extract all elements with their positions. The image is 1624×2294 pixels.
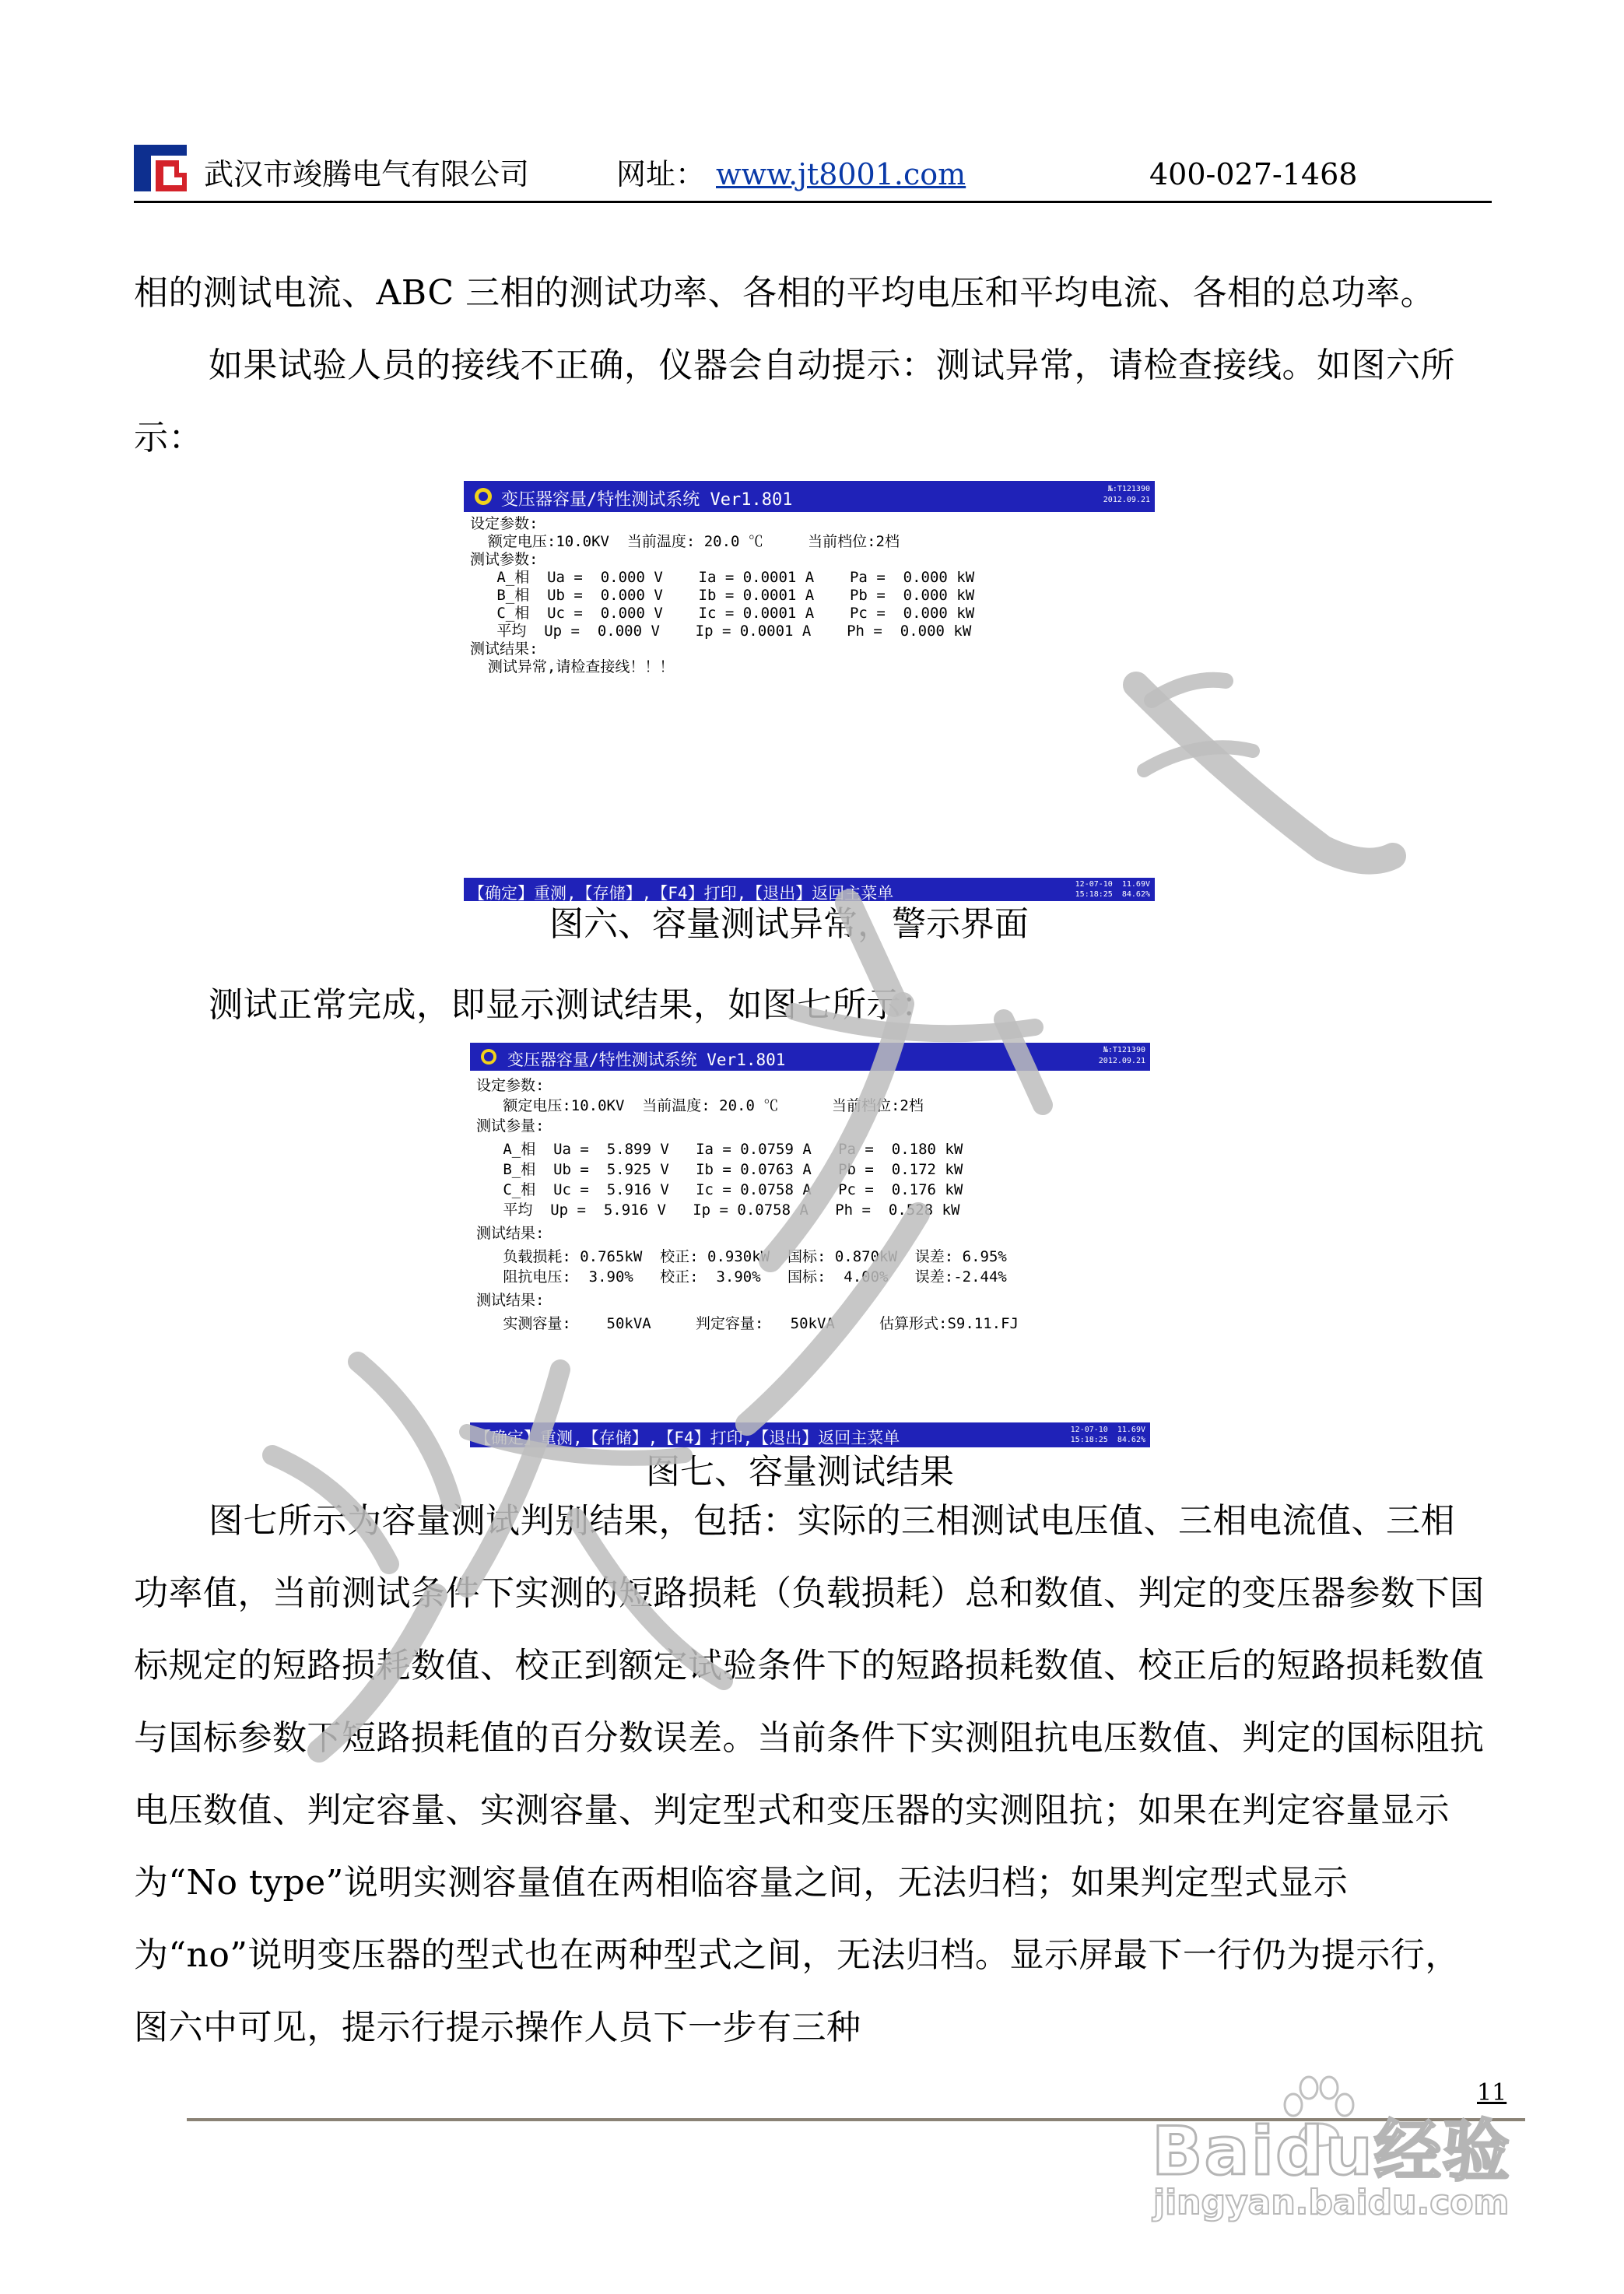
screen-line: 设定参数: bbox=[470, 515, 538, 532]
prompt-text: 【确定】重测,【存储】,【F4】打印,【退出】返回主菜单 bbox=[468, 884, 894, 903]
screen-line: A_相 Ua = 5.899 V Ia = 0.0759 A Pa = 0.180 kW bbox=[476, 1141, 963, 1158]
paragraph-1: 相的测试电流、ABC 三相的测试功率、各相的平均电压和平均电流、各相的总功率。 bbox=[134, 273, 1436, 313]
baidu-watermark bbox=[1152, 2074, 1556, 2229]
screen-title: 变压器容量/特性测试系统 Ver1.801 bbox=[501, 490, 793, 510]
screen-line: 测试结果: bbox=[476, 1225, 545, 1242]
screen-line: B_相 Ub = 5.925 V Ib = 0.0763 A Pb = 0.172 kW bbox=[476, 1161, 963, 1178]
screen-title: 变压器容量/特性测试系统 Ver1.801 bbox=[507, 1051, 786, 1069]
phone-number: 400-027-1468 bbox=[1149, 157, 1358, 191]
screen-line: 负载损耗: 0.765kW 校正: 0.930kW 国标: 0.870kW 误差: 6.95% bbox=[476, 1248, 1007, 1265]
page-number: 11 bbox=[1477, 2079, 1507, 2106]
screen-line: 测试异常,请检查接线！！！ bbox=[470, 658, 675, 675]
screen-line: B_相 Ub = 0.000 V Ib = 0.0001 A Pb = 0.000 kW bbox=[470, 587, 975, 604]
screen-line: C_相 Uc = 5.916 V Ic = 0.0758 A Pc = 0.176 kW bbox=[476, 1181, 963, 1198]
radiation-icon bbox=[481, 1049, 496, 1065]
screen-line: 平均 Up = 0.000 V Ip = 0.0001 A Ph = 0.000 kW bbox=[470, 623, 972, 640]
screen-prompt-bar bbox=[464, 878, 1155, 901]
company-name: 武汉市竣腾电气有限公司 bbox=[204, 157, 530, 191]
screen-line: 测试参数: bbox=[470, 551, 538, 568]
paragraph-4: 图七所示为容量测试判别结果，包括：实际的三相测试电压值、三相电流值、三相功率值，当前测试条件下实测的短路损耗（负载损耗）总和数值、判定的变压器参数下国标规定的短路损耗数值、校正到额定试验条件下的短路损耗数值、校正后的短路损耗数值与国标参数下短路损耗值的百分数误差。当前条件下实测阻抗电压数值、判定的国标阻抗电压数值、判定容量、实测容量、判定型式和变压器的实测阻抗；如果在判定容量显示为“No type”说明实测容量值在两相临容量之间，无法归档；如果判定型式显示为“no”说明变压器的型式也在两种型式之间，无法归档。显示屏最下一行仍为提示行，图六中可见，提示行提示操作人员下一步有三种 bbox=[134, 1501, 1485, 2047]
screen-line: 测试结果: bbox=[476, 1292, 545, 1309]
figure7-screen bbox=[470, 1043, 1150, 1447]
result-explanation bbox=[134, 1485, 1488, 2064]
screen-line: 额定电压:10.0KV 当前温度: 20.0 ℃ 当前档位:2档 bbox=[476, 1097, 924, 1114]
header-divider bbox=[134, 201, 1492, 203]
website-label: 网址： bbox=[616, 157, 706, 191]
result-intro bbox=[134, 982, 1488, 1029]
paragraph-3: 测试正常完成，即显示测试结果，如图七所示： bbox=[209, 985, 936, 1025]
screen-line: 阻抗电压: 3.90% 校正: 3.90% 国标: 4.00% 误差:-2.44% bbox=[476, 1268, 1007, 1286]
figure6-screen bbox=[464, 481, 1155, 901]
screen-serial: №:T121390 2012.09.21 bbox=[1098, 1046, 1145, 1065]
intro-paragraphs bbox=[134, 257, 1488, 474]
figure7-caption: 图七、容量测试结果 bbox=[646, 1452, 954, 1492]
screen-line: 测试结果: bbox=[470, 640, 538, 658]
screen-title-bar bbox=[470, 1043, 1150, 1071]
screen-line: C_相 Uc = 0.000 V Ic = 0.0001 A Pc = 0.000 kW bbox=[470, 605, 975, 622]
screen-line: A_相 Ua = 0.000 V Ia = 0.0001 A Pa = 0.000 kW bbox=[470, 569, 975, 586]
screen-line: 实测容量: 50kVA 判定容量: 50kVA 估算形式:S9.11.FJ bbox=[476, 1315, 1019, 1332]
screen-prompt-bar bbox=[470, 1422, 1150, 1447]
screen-serial: №:T121390 2012.09.21 bbox=[1103, 485, 1150, 504]
screen-title-bar bbox=[464, 481, 1155, 512]
baidu-jingyan-url: jingyan.baidu.com bbox=[1153, 2183, 1510, 2222]
screen-line: 设定参数: bbox=[476, 1077, 545, 1094]
paragraph-2: 如果试验人员的接线不正确，仪器会自动提示：测试异常，请检查接线。如图六所示： bbox=[134, 346, 1455, 458]
page-header bbox=[134, 145, 1492, 199]
status-readout: 12-07-10 11.69V 15:18:25 84.62% bbox=[1070, 1426, 1145, 1444]
screen-line: 额定电压:10.0KV 当前温度: 20.0 ℃ 当前档位:2档 bbox=[470, 533, 900, 550]
baidu-jingyan-logo: Baidu经验 bbox=[1152, 2113, 1511, 2191]
prompt-text: 【确定】重测,【存储】,【F4】打印,【退出】返回主菜单 bbox=[475, 1429, 900, 1447]
figure6-caption: 图六、容量测试异常，警示界面 bbox=[549, 904, 1029, 944]
status-readout: 12-07-10 11.69V 15:18:25 84.62% bbox=[1075, 880, 1150, 899]
screen-line: 平均 Up = 5.916 V Ip = 0.0758 A Ph = 0.528 kW bbox=[476, 1201, 960, 1219]
company-logo-icon bbox=[134, 145, 187, 191]
radiation-icon bbox=[475, 488, 492, 505]
website-link[interactable]: www.jt8001.com bbox=[716, 157, 966, 191]
screen-line: 测试参量: bbox=[476, 1117, 545, 1135]
